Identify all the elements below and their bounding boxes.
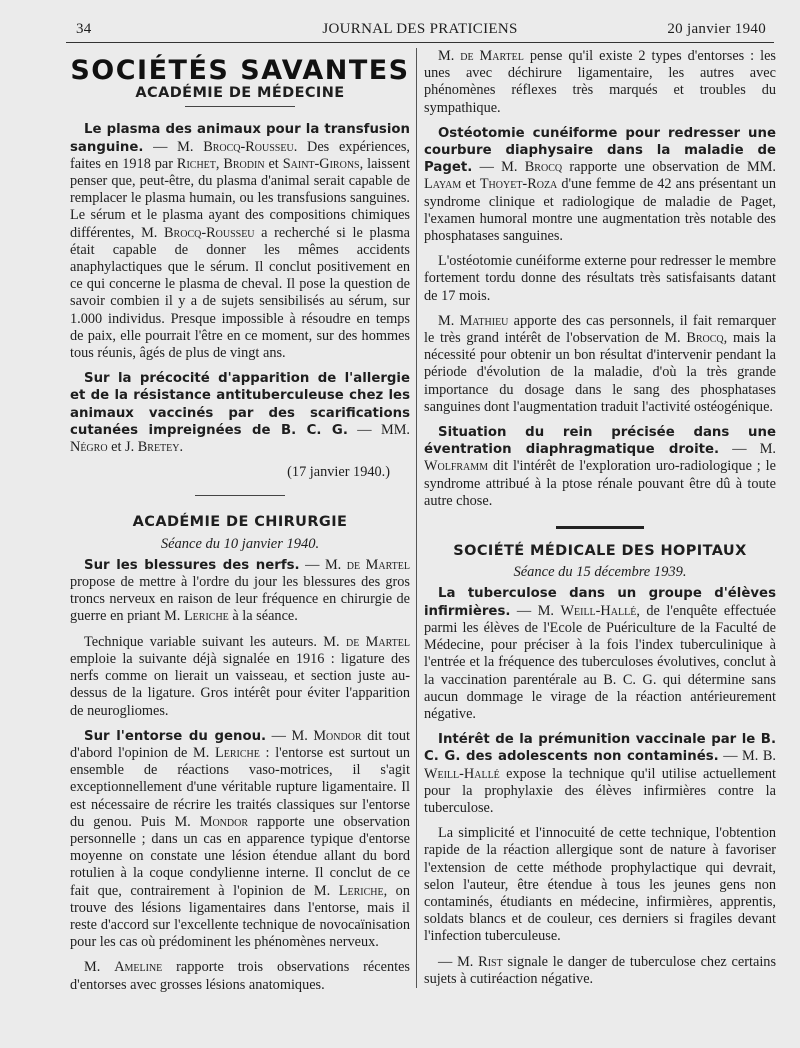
article-heading: Sur la précocité d'apparition de l'allergie et de la résistance antituberculeuse chez les animaux vaccinés par des scarifications cutanées impreignées de B. C. G. [70,371,410,438]
page-title: SOCIÉTÉS SAVANTES [70,55,410,86]
journal-title: JOURNAL DES PRATICIENS [322,21,518,37]
page-header [66,18,774,43]
session-date: (17 janvier 1940.) [287,464,390,481]
article-heading: Situation du rein précisée dans une éventration diaphragmatique droite. [424,425,776,458]
author-name: Leriche [338,882,384,899]
article-heading: Intérêt de la prémunition vaccinale par le B. C. G. des adolescents non contaminés. [424,732,776,765]
article-heading: Sur les blessures des nerfs. [84,557,300,573]
article-heading: Ostéotomie cunéiforme pour redresser une courbure diaphysaire dans la maladie de Paget. [424,125,776,176]
article-heading: Le plasma des animaux pour la transfusion sanguine. [70,122,410,155]
author-name: Wolframm [424,458,489,475]
author-name: de Martel [460,48,524,64]
separator [195,495,285,496]
author-name: Weill-Hallé [560,602,637,619]
article-heading: Sur l'entorse du genou. [84,728,267,744]
article-nerfs-technique: Technique variable suivant les auteurs. M. de Martel emploie la suivante déjà signalée en 1916 : ligature des nerfs comme on lierait un vaisseau, et section juste au-dessus de la ligature. Gros intérêt pour éviter l'apparition de neurogliomes. [70,633,411,719]
author-name: Brocq-Rousseu [203,138,294,155]
article-ameline: M. Ameline rapporte trois observations récentes d'entorses avec grosses lésions anatomiques. [70,959,410,993]
article-rist: — M. Rist signale le danger de tuberculose chez certains sujets à cutiréaction négative. [424,953,777,987]
author-name: Brocq-Rousseu [164,224,255,241]
author-name: Bretey [137,439,180,456]
seance-date: Séance du 10 janvier 1940. [160,535,320,552]
author-name: Weill-Hallé [424,765,500,782]
article-tuberculose: La tuberculose dans un groupe d'élèves infirmières. — M. Weill-Hallé, de l'enquête effectuée parmi les élèves de l'Ecole de Puériculture de la Faculté de Médecine, pour préciser à la fois l'index tuberculinique à l'entrée et la fréquence des tuberculoses évolutives, conclut à la vaccination parentérale au B. C. G. qui détermine sans aucun dommage le virage de la réaction antérieurement négative. [424,586,776,722]
page-number: 34 [76,21,92,37]
author-name: Thoyet-Roza [479,176,558,193]
section-underline [185,106,295,107]
author-name: de Martel [346,556,410,573]
author-name: de Martel [345,633,411,650]
author-name: Ameline [114,959,163,976]
article-entorse: Sur l'entorse du genou. — M. Mondor dit tout d'abord l'opinion de M. Leriche : l'entorse est surtout un ensemble de réactions vaso-motrices, il s'agit exceptionnellement d'une véritable rupture ligamentaire. Il est nécessaire de récrire les traités classiques sur l'entorse du genou. Puis M. Mondor rapporte une observation personnelle ; dans un cas en apparence typique d'entorse moyenne on constate une lésion étendue allant du bord rotulien à la coque condylienne interne. Il conclut de ce fait que, contrairement à l'opinion de M. Leriche, on trouve des lésions ligamentaires dans l'entorse, mais il reste d'accord sur l'excellente technique de novocaïnisation pour les cas où prédominent les phénomènes nerveux. [70,727,411,951]
author-name: Mondor [313,727,362,744]
author-name: Leriche [215,744,260,761]
right-column [424,48,776,996]
article-osteotomie-mathieu: M. Mathieu apporte des cas personnels, il fait remarquer le très grand intérêt de l'observation de M. Brocq, mais la nécessité pour obtenir un bon résultat d'intervenir pendant la période d'évolution de la maladie, d'où la très grande importance du dosage dans le sang des phosphatases sanguines dont l'augmentation traduit l'activité ostéogénique. [424,312,776,415]
author-name: Saint-Girons [282,155,360,172]
article-nerfs: Sur les blessures des nerfs. — M. de Martel propose de mettre à l'ordre du jour les blessures des gros troncs nerveux en raison de leur fréquence en chirurgie de guerre en priant M. Leriche à la séance. [70,556,410,625]
author-name: Brocq [524,159,563,176]
author-name: Brocq [686,330,724,347]
left-column [70,48,410,1002]
article-osteotomie: Ostéotomie cunéiforme pour redresser une courbure diaphysaire dans la maladie de Paget. — M. Brocq rapporte une observation de MM. Layam et Thoyet-Roza d'une femme de 42 ans présentant un syndrome clinique et radiologique de maladie de Paget, l'examen humoral montre une augmentation très notable des phosphatases sanguines. [424,125,777,245]
article-premunition: Intérêt de la prémunition vaccinale par le B. C. G. des adolescents non contaminés. — M. B. Weill-Hallé expose la technique qu'il utilise actuellement pour la prophylaxie des élèves infirmières contre la tuberculose. [424,732,776,816]
article-martel-entorses: M. de Martel pense qu'il existe 2 types d'entorses : les unes avec déchirure ligamentaire, les autres avec phénomènes réflexes très marqués et troubles du sympathique. [424,48,776,116]
seance-date: Séance du 15 décembre 1939. [513,564,687,581]
article-allergie: Sur la précocité d'apparition de l'allergie et de la résistance antituberculeuse chez les animaux vaccinés par des scarifications cutanées impreignées de B. C. G. — MM. Négro et J. Bretey. [70,371,410,456]
author-name: Mondor [199,813,249,830]
column-divider [416,48,417,988]
article-heading: La tuberculose dans un groupe d'élèves infirmières. [424,586,776,619]
author-name: Leriche [183,608,229,625]
section-title-medecine: ACADÉMIE DE MÉDECINE [135,85,345,102]
author-name: Richet, Brodin [176,155,265,172]
section-title-chirurgie: ACADÉMIE DE CHIRURGIE [132,514,348,531]
article-rein: Situation du rein précisée dans une éventration diaphragmatique droite. — M. Wolframm dit l'intérêt de l'exploration uro-radiologique ; le syndrome attribué à la ptose rénale pouvant être dû à toute autre chose. [424,425,776,509]
separator [556,526,644,529]
issue-date: 20 janvier 1940 [667,21,766,37]
author-name: Layam [424,176,462,193]
article-osteotomie-result: L'ostéotomie cunéiforme externe pour redresser le membre fortement tordu donne des résultats très satisfaisants datant de 17 mois. [424,253,776,304]
article-premunition-extension: La simplicité et l'innocuité de cette technique, l'obtention rapide de la réaction allergique sont de nature à favoriser l'extension de cette méthode prophylactique qui devrait, selon l'auteur, être étendue à tous les jeunes gens non contaminés, étudiants en médecine, infirmières, apprentis, soldats blancs et de couleur, ces derniers si fragiles devant l'infection tuberculeuse. [424,825,776,945]
section-title-hopitaux: SOCIÉTÉ MÉDICALE DES HOPITAUX [453,543,747,560]
article-plasma: Le plasma des animaux pour la transfusion sanguine. — M. Brocq-Rousseu. Des expériences, faites en 1918 par Richet, Brodin et Saint-Girons, laissent penser que, peut-être, du plasma d'animal serait capable de remplacer le plasma humain, ou les transfusions sanguines. Le sérum et le plasma ayant des compositions chimiques différentes, M. Brocq-Rousseu a recherché si le plasma était capable de donner les mêmes accidents anaphylactiques que le sérum. Il conclut positivement en ce qui concerne le plasma de cheval. Il pose la question de savoir combien il y a de sujets sensibilisés au sérum, sur 1.000 individus. Presque impossible à résoudre en temps de paix, elle pourrait l'être en ce moment, sur des hommes tous réunis, âgés de plus de vingt ans. [70,122,410,362]
author-name: Rist [478,953,503,970]
author-name: Mathieu [459,312,509,329]
author-name: Négro [70,439,108,456]
